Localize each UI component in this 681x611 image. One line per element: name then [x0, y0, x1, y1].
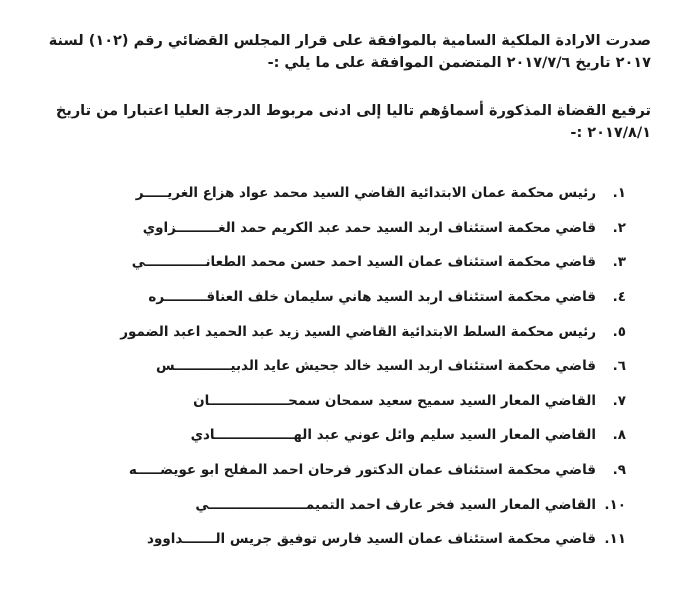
list-item-number: ٩. — [612, 462, 626, 479]
list-item — [86, 211, 626, 246]
list-item-text: القاضي المعار السيد سميح سعيد سمحان سمحـــــــــــــــــان — [193, 392, 596, 409]
list-item-text: القاضي المعار السيد سليم وائل عوني عبد الهـــــــــــــــــادي — [190, 427, 596, 444]
list-item — [86, 384, 626, 419]
list-item-text: قاضي محكمة استئناف عمان السيد احمد حسن محمد الطعانـــــــــــــي — [131, 254, 596, 271]
list-item-number: ١. — [612, 185, 626, 202]
list-item-text: رئيس محكمة عمان الابتدائية القاضي السيد محمد عواد هزاع الغريـــــر — [135, 185, 596, 202]
list-item-number: ١١. — [604, 531, 626, 548]
judges-list — [86, 176, 626, 557]
list-item-text: قاضي محكمة استئناف عمان السيد فارس توفيق جريس الـــــــداوود — [147, 531, 596, 548]
list-item — [86, 176, 626, 211]
list-item-number: ٦. — [612, 358, 626, 375]
promotion-paragraph: ترفيع القضاة المذكورة أسماؤهم تاليا إلى ادنى مربوط الدرجة العليا اعتبارا من تاريخ ٢٠١٧/٨/١ :- — [55, 103, 651, 141]
list-item-text: قاضي محكمة استئناف اربد السيد خالد جحيش عايد الدبيــــــــــــس — [156, 358, 596, 375]
list-item — [86, 245, 626, 280]
list-item-number: ٢. — [612, 219, 626, 236]
decree-paragraph: صدرت الارادة الملكية السامية بالموافقة على قرار المجلس القضائي رقم (١٠٢) لسنة ٢٠١٧ تاريخ ٢٠١٧/٧/٦ المتضمن الموافقة على ما يلي :- — [48, 33, 651, 71]
list-item-text: قاضي محكمة استئناف اربد السيد حمد عبد الكريم حمد الغـــــــــزاوي — [142, 219, 596, 236]
list-item-text: قاضي محكمة استئناف عمان الدكتور فرحان احمد المفلح ابو عويضـــــه — [128, 462, 596, 479]
list-item-number: ٤. — [612, 289, 626, 306]
list-item — [86, 522, 626, 557]
list-item-text: رئيس محكمة السلط الابتدائية القاضي السيد زيد عبد الحميد اعبد الضمور — [120, 323, 596, 340]
list-item — [86, 487, 626, 522]
list-item-number: ٧. — [612, 392, 626, 409]
list-item-number: ١٠. — [604, 496, 626, 513]
list-item — [86, 453, 626, 488]
list-item-text: القاضي المعار السيد فخر عارف احمد التميمـــــــــــــــــــــي — [195, 496, 596, 513]
list-item — [86, 314, 626, 349]
list-item — [86, 418, 626, 453]
list-item-text: قاضي محكمة استئناف اربد السيد هاني سليمان خلف العناقـــــــــره — [148, 289, 596, 306]
list-item-number: ٥. — [612, 323, 626, 340]
list-item — [86, 349, 626, 384]
list-item-number: ٣. — [612, 254, 626, 271]
list-item-number: ٨. — [612, 427, 626, 444]
list-item — [86, 280, 626, 315]
